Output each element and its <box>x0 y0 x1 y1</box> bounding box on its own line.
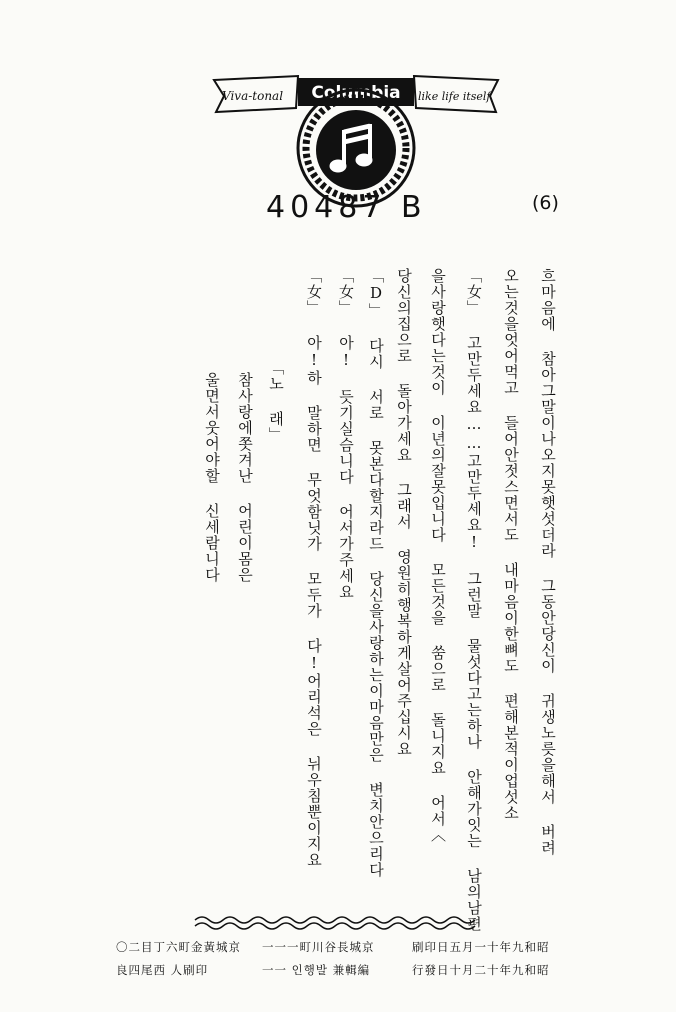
printer-address: 京城黃金町六丁目二〇 <box>116 940 241 954</box>
lyric-line: 당신의집으로 돌아가세요 그래서 영원히행복하게살어주십시요 <box>395 268 413 757</box>
columbia-logo <box>208 48 504 208</box>
brand-name: Columbia <box>311 83 401 103</box>
publish-date: 昭和九年十二月十日發行 <box>412 963 550 977</box>
lyric-line: 울면서웃어야할 신세람니다 <box>203 372 221 583</box>
print-date: 昭和九年十一月五日印刷 <box>412 940 550 954</box>
lyric-line: 흐마음에 참아그말이나오지못햇섯더라 그동안당신이 귀생노릇을해서 버려 <box>539 268 557 856</box>
lyric-line: 참사랑에쫏겨난 어린이몸은 <box>236 372 254 583</box>
catalog-number: 40487 B <box>266 190 427 225</box>
lyric-line: 오는것을엇어먹고 들어안젓스면서도 내마음이한뼈도 편해본적이업섯소 <box>502 268 520 821</box>
tagline-left: Viva-tonal <box>222 89 284 103</box>
printer-name: 印刷人 西尾四良 <box>116 963 209 977</box>
editor-label: 編輯兼 발행인 一一 <box>262 963 371 977</box>
lyric-line: 「D」 다시 서로 못본다할지라드 당신을사랑하는이마음만은 변치안으리다 <box>367 268 385 878</box>
editor-address: 京城長谷川町一一一 <box>262 940 375 954</box>
lyric-line: 「女」 고만두세요……고만두세요! 그런말 물섯다고는하나 안해가잇는 남의남편 <box>465 268 483 932</box>
wavy-divider <box>195 914 475 930</box>
lyric-line: 「女」 아!하 말하면 무엇함닛가 모두가 다!어리석은 뉘우침뿐이지요 <box>305 268 323 868</box>
song-label: 「노 래」 <box>267 360 285 443</box>
tagline-right: like life itself <box>418 90 491 103</box>
lyric-line: 을사랑햇다는것이 이년의잘못입니다 모든것을 쑴으로 돌니지요 어서〈 <box>429 268 447 843</box>
page-number: (6) <box>532 192 559 214</box>
lyric-line: 「女」 아! 듯기실슴니다 어서가주세요 <box>337 268 355 600</box>
